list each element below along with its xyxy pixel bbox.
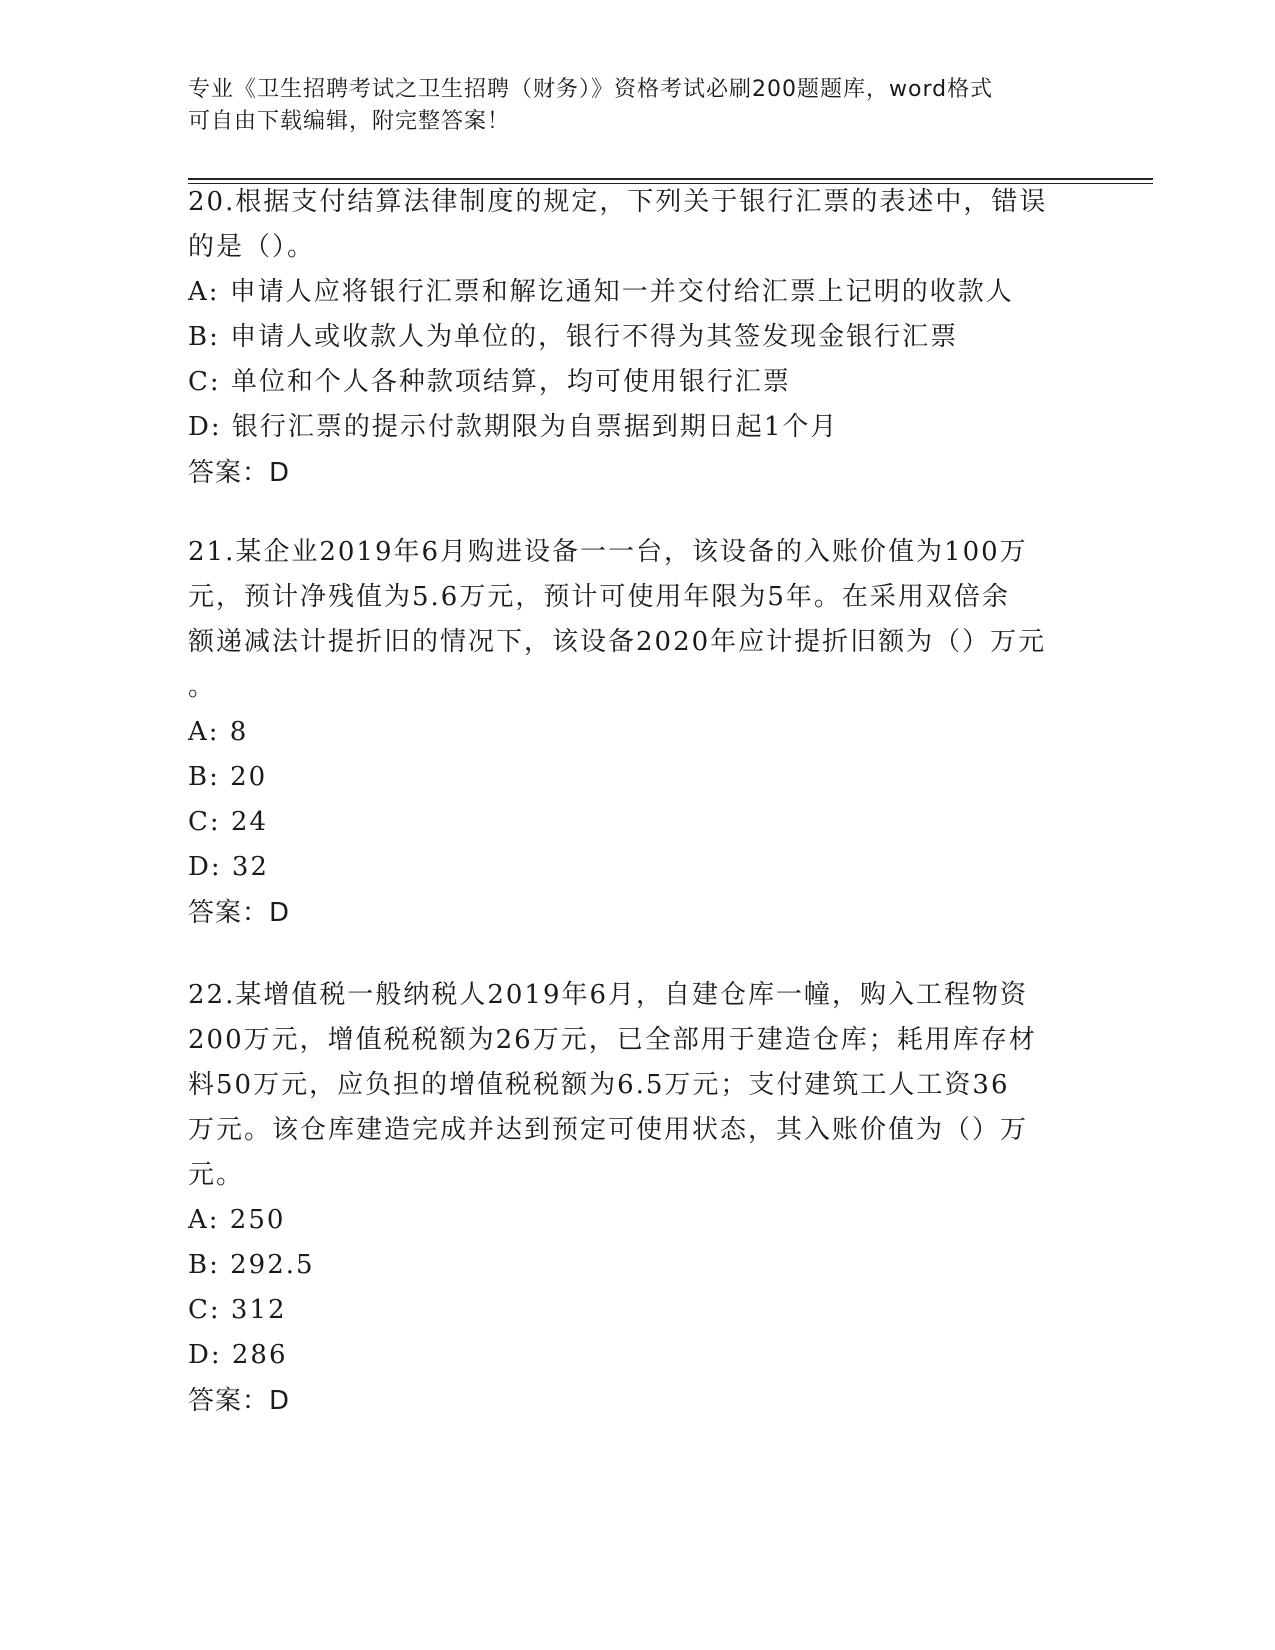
- option-b: B: 20: [188, 762, 268, 792]
- option-b: B: 申请人或收款人为单位的，银行不得为其签发现金银行汇票: [188, 322, 959, 352]
- question-stem-line: 万元。该仓库建造完成并达到预定可使用状态，其入账价值为（）万: [188, 1115, 1029, 1145]
- answer-label: 答案：D: [188, 1386, 291, 1416]
- question-stem-line: 21.某企业2019年6月购进设备一一台，该设备的入账价值为100万: [188, 537, 1028, 567]
- question-stem-line: 20.根据支付结算法律制度的规定，下列关于银行汇票的表述中，错误: [188, 187, 1048, 217]
- question-stem-line: 200万元，增值税税额为26万元，已全部用于建造仓库；耗用库存材: [188, 1025, 1037, 1055]
- header-line-1: 专业《卫生招聘考试之卫生招聘（财务）》资格考试必刷200题题库，word格式: [188, 77, 994, 102]
- option-b: B: 292.5: [188, 1250, 315, 1280]
- option-c: C: 24: [188, 807, 269, 837]
- question-20: [188, 180, 1088, 496]
- option-a: A: 申请人应将银行汇票和解讫通知一并交付给汇票上记明的收款人: [188, 277, 1014, 307]
- option-d: D: 32: [188, 852, 269, 882]
- option-c: C: 312: [188, 1295, 287, 1325]
- question-21: [188, 530, 1088, 936]
- question-stem-line: 额递减法计提折旧的情况下，该设备2020年应计提折旧额为（）万元: [188, 627, 1047, 657]
- option-a: A: 8: [188, 717, 249, 747]
- option-a: A: 250: [188, 1205, 286, 1235]
- question-stem-line: 22.某增值税一般纳税人2019年6月，自建仓库一幢，购入工程物资: [188, 980, 1029, 1010]
- option-d: D: 286: [188, 1340, 288, 1370]
- answer-label: 答案：D: [188, 898, 291, 928]
- question-stem-line: 。: [188, 672, 217, 702]
- question-stem-line: 元，预计净残值为5.6万元，预计可使用年限为5年。在采用双倍余: [188, 582, 1010, 612]
- question-stem-line: 料50万元，应负担的增值税税额为6.5万元；支付建筑工人工资36: [188, 1070, 1010, 1100]
- document-header: [188, 74, 1068, 138]
- question-stem-line: 元。: [188, 1160, 245, 1190]
- question-stem-line: 的是（）。: [188, 232, 316, 262]
- question-22: [188, 973, 1088, 1424]
- option-d: D: 银行汇票的提示付款期限为自票据到期日起1个月: [188, 412, 839, 442]
- option-c: C: 单位和个人各种款项结算，均可使用银行汇票: [188, 367, 791, 397]
- header-line-2: 可自由下载编辑，附完整答案！: [188, 109, 511, 134]
- answer-label: 答案：D: [188, 458, 291, 488]
